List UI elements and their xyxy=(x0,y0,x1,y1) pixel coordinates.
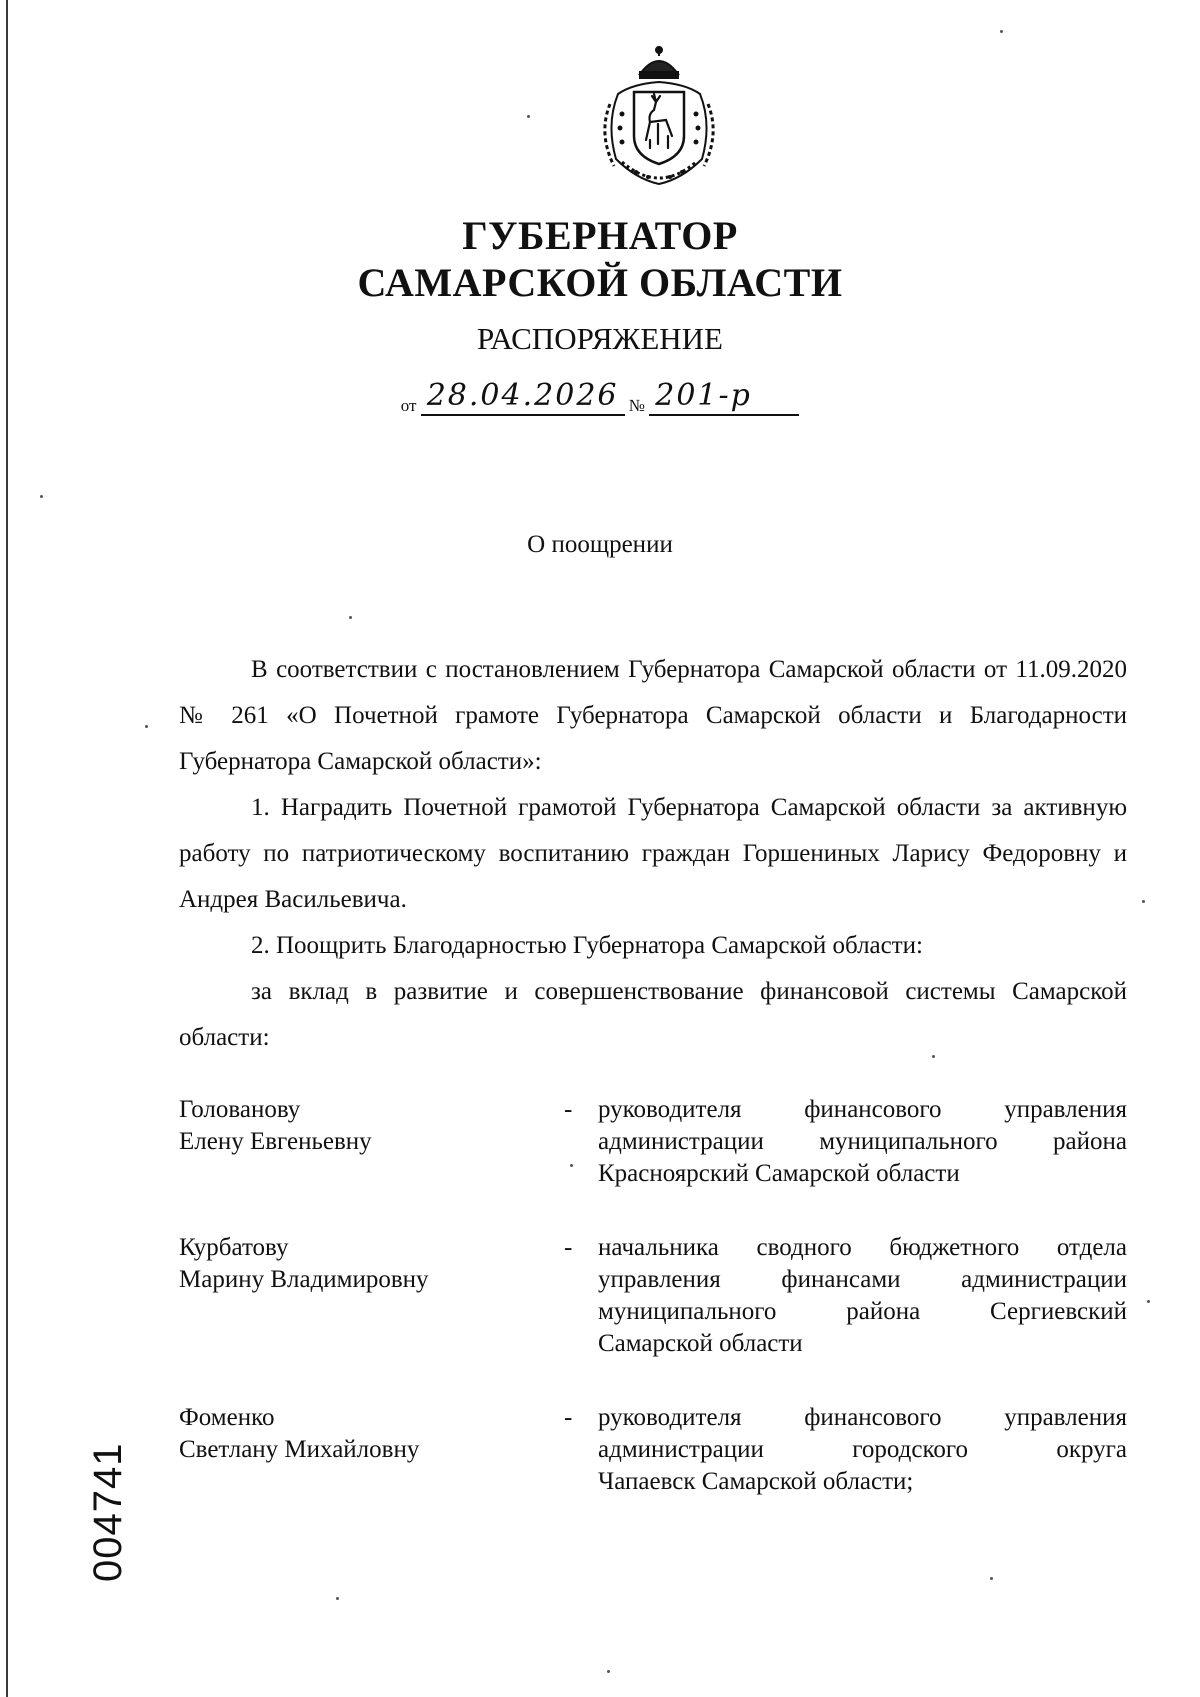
awardee-role: руководителя финансового управления администрации муниципального района Красноярский Самарской области xyxy=(598,1096,1127,1187)
awardee-role: начальника сводного бюджетного отдела управления финансами администрации муниципального района Сергиевский Самарской области xyxy=(598,1234,1127,1357)
awardee-dash: - xyxy=(564,1404,573,1431)
awardee-dash: - xyxy=(564,1234,573,1261)
document-title-line-1: ГУБЕРНАТОР xyxy=(462,213,738,258)
paragraph-contribution: за вклад в развитие и совершенствование финансовой системы Самарской области: xyxy=(179,978,1127,1051)
scan-speck xyxy=(145,725,148,728)
scan-speck xyxy=(570,1164,573,1167)
coat-of-arms-icon xyxy=(596,44,722,188)
scan-speck xyxy=(1000,30,1003,33)
awardee-role: руководителя финансового управления администрации городского округа Чапаевск Самарской области; xyxy=(598,1404,1127,1495)
number-prefix: № xyxy=(628,396,645,415)
document-date: 28.04.2026 xyxy=(421,378,625,416)
document-type: РАСПОРЯЖЕНИЕ xyxy=(477,321,723,356)
paragraph-item-2: 2. Поощрить Благодарностью Губернатора Самарской области: xyxy=(251,932,923,959)
paragraph-basis: В соответствии с постановлением Губернатора Самарской области от 11.09.2020 № 261 «О Почетной грамоте Губернатора Самарской области и Благодарности Губернатора Самарской области»: xyxy=(179,656,1127,775)
scan-speck xyxy=(527,115,530,118)
document-title-line-2: САМАРСКОЙ ОБЛАСТИ xyxy=(357,260,843,305)
document-number: 201-р xyxy=(649,378,799,416)
scan-speck xyxy=(336,1597,339,1600)
paragraph-item-1: 1. Наградить Почетной грамотой Губернатора Самарской области за активную работу по патриотическому воспитанию граждан Горшениных Ларису Федоровну и Андрея Васильевича. xyxy=(179,794,1127,913)
scan-speck xyxy=(40,495,43,498)
awardee-name: Голованову Елену Евгеньевну xyxy=(179,1096,372,1155)
scan-speck xyxy=(990,1577,993,1580)
scan-speck xyxy=(1147,1300,1150,1303)
awardee-name: Фоменко Светлану Михайловну xyxy=(179,1404,420,1463)
scan-speck xyxy=(607,1670,610,1673)
scan-speck xyxy=(1142,900,1145,903)
date-prefix: от xyxy=(400,396,417,415)
document-subject: О поощрении xyxy=(527,531,673,558)
date-number-line xyxy=(0,378,1200,428)
awardee-dash: - xyxy=(564,1096,573,1123)
scan-speck xyxy=(349,616,352,619)
scan-speck xyxy=(932,1055,935,1058)
serial-number: 004741 xyxy=(86,1442,130,1582)
awardee-name: Курбатову Марину Владимировну xyxy=(179,1234,429,1293)
